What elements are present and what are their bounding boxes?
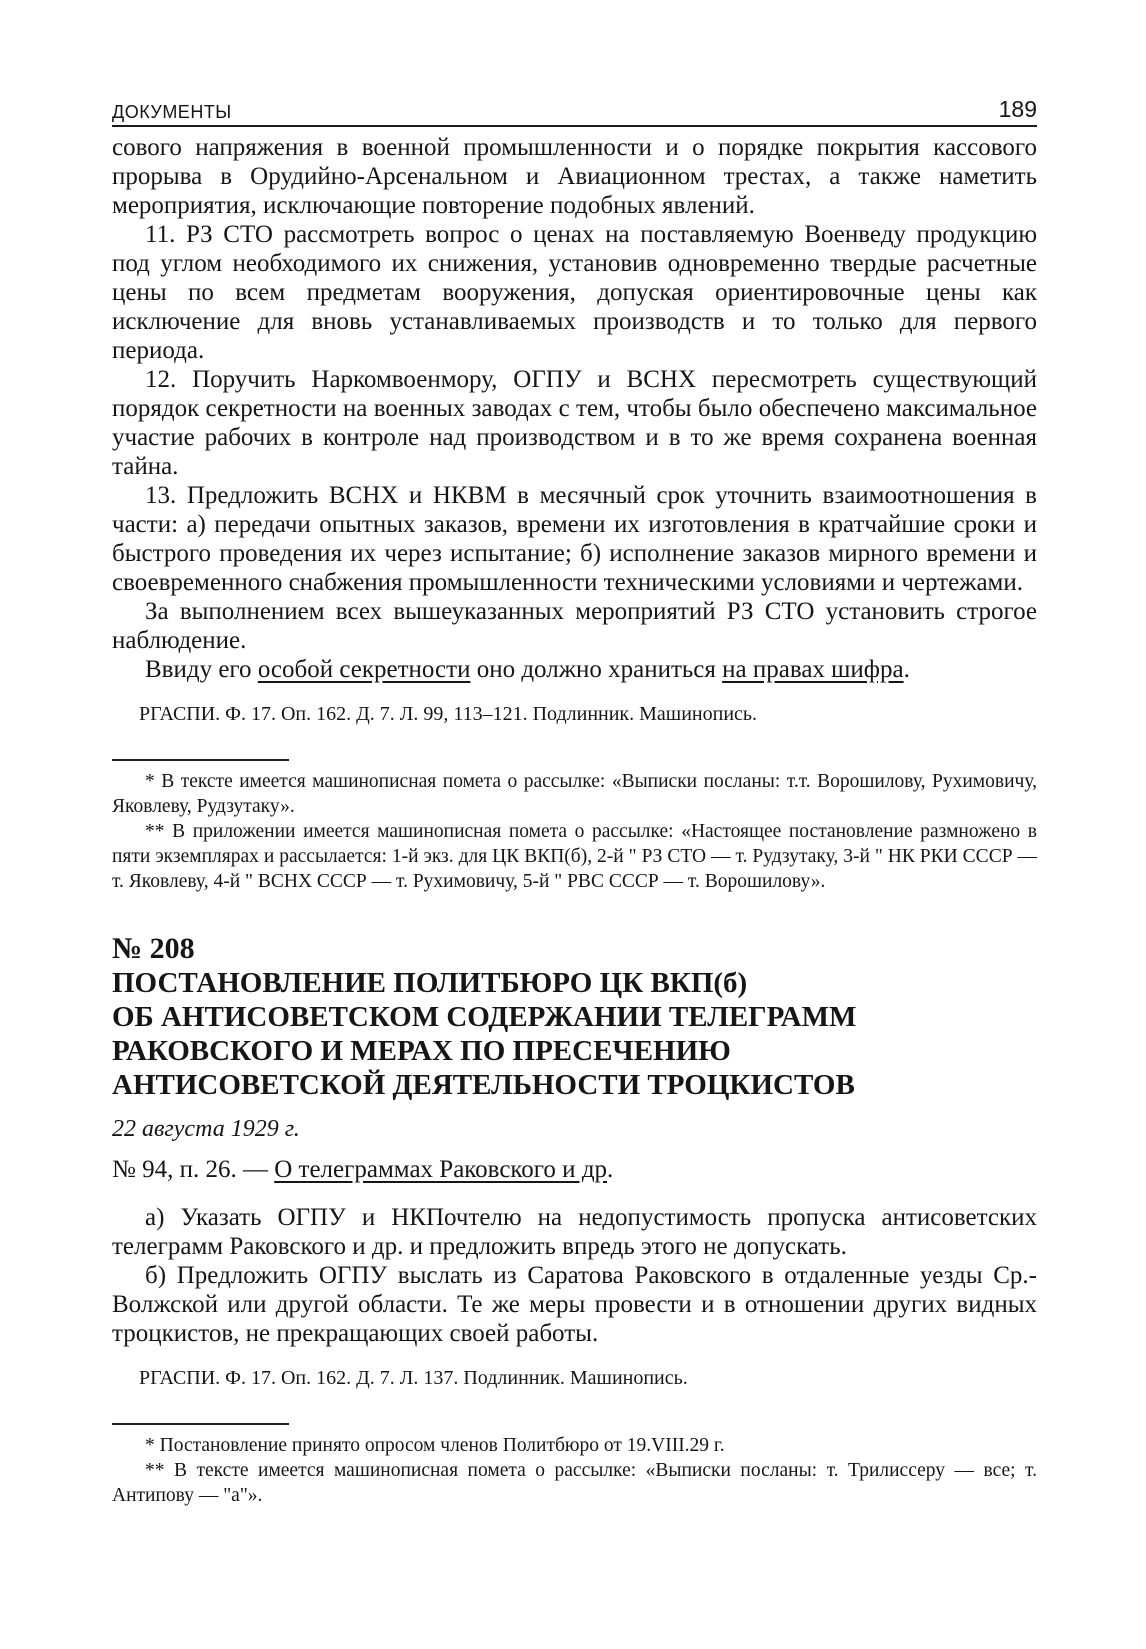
secrecy-underlined-1: особой секретности — [257, 656, 471, 683]
footnote: ** В тексте имеется машинописная помета о рассылке: «Выписки посланы: т. Трилиссеру — все; т. Антипову — "а"». — [112, 1460, 1037, 1506]
document-date: 22 августа 1929 г. — [112, 1116, 300, 1142]
footnote: ** В приложении имеется машинописная помета о рассылке: «Настоящее постановление размножено в пяти экземплярах и рассылается: 1-й экз. для ЦК ВКП(б), 2-й " РЗ СТО — т. Рудзутаку, 3-й " НК РКИ СССР — т. Яковлеву, 4-й " ВСНХ СССР — т. Рухимовичу, 5-й " РВС СССР — т. Ворошилову». — [112, 821, 1037, 892]
section-title: ДОКУМЕНТЫ — [112, 102, 232, 122]
secrecy-paragraph — [112, 655, 1037, 684]
title-line: АНТИСОВЕТСКОЙ ДЕЯТЕЛЬНОСТИ ТРОЦКИСТОВ — [112, 1069, 855, 1101]
footnote-divider-1 — [112, 759, 289, 761]
title-line: ОБ АНТИСОВЕТСКОМ СОДЕРЖАНИИ ТЕЛЕГРАММ — [112, 1001, 857, 1033]
footnote: * В тексте имеется машинописная помета о рассылке: «Выписки посланы: т.т. Ворошилову, Рухимовичу, Яковлеву, Рудзутаку». — [112, 771, 1037, 817]
protocol-reference — [112, 1155, 1037, 1185]
document-title — [112, 966, 1037, 1102]
point-a: а) Указать ОГПУ и НКПочтелю на недопустимость пропуска антисоветских телеграмм Раковского и др. и предложить впредь этого не допускать. — [112, 1204, 1037, 1260]
secrecy-underlined-2: на правах шифра — [722, 656, 904, 683]
secrecy-text-3: . — [903, 656, 910, 683]
decree-body — [112, 1203, 1037, 1348]
running-header — [112, 96, 1037, 127]
document-number: № 208 — [112, 932, 195, 965]
reference-prefix: № 94, п. 26. — — [112, 1156, 275, 1183]
reference-subject: О телеграммах Раковского и др — [274, 1156, 608, 1183]
decree-body-continued — [112, 133, 1037, 684]
footnote: * Постановление принято опросом членов Политбюро от 19.VIII.29 г. — [145, 1435, 725, 1456]
archive-source-1: РГАСПИ. Ф. 17. Оп. 162. Д. 7. Л. 99, 113–121. Подлинник. Машинопись. — [139, 703, 758, 725]
title-line: ПОСТАНОВЛЕНИЕ ПОЛИТБЮРО ЦК ВКП(б) — [112, 967, 748, 999]
page-number: 189 — [998, 96, 1037, 122]
continued-paragraph: сового напряжения в военной промышленности и о порядке покрытия кассового прорыва в Орудийно-Арсенальном и Авиационном трестах, а также наметить мероприятия, исключающие повторение подобных явлений. — [112, 134, 1037, 219]
paragraph-13: 13. Предложить ВСНХ и НКВМ в месячный срок уточнить взаимоотношения в части: а) передачи опытных заказов, времени их изготовления в кратчайшие сроки и быстрого проведения их через испытание; б) исполнение заказов мирного времени и своевременного снабжения промышленности техническими условиями и чертежами. — [112, 482, 1037, 596]
secrecy-text-1: Ввиду его — [145, 656, 258, 683]
archive-source-2: РГАСПИ. Ф. 17. Оп. 162. Д. 7. Л. 137. Подлинник. Машинопись. — [139, 1367, 688, 1389]
footnotes-1 — [112, 769, 1037, 894]
footnote-divider-2 — [112, 1423, 289, 1425]
paragraph-12: 12. Поручить Наркомвоенмору, ОГПУ и ВСНХ пересмотреть существующий порядок секретности на военных заводах с тем, чтобы было обеспечено максимальное участие рабочих в контроле над производством и в то же время сохранена военная тайна. — [112, 366, 1037, 480]
title-line: РАКОВСКОГО И МЕРАХ ПО ПРЕСЕЧЕНИЮ — [112, 1035, 731, 1067]
control-paragraph: За выполнением всех вышеуказанных мероприятий РЗ СТО установить строгое наблюдение. — [112, 598, 1037, 654]
point-b: б) Предложить ОГПУ выслать из Саратова Раковского в отдаленные уезды Ср.-Волжской или другой области. Те же меры провести и в отношении других видных троцкистов, не прекращающих своей работы. — [112, 1262, 1037, 1347]
paragraph-11: 11. РЗ СТО рассмотреть вопрос о ценах на поставляемую Военведу продукцию под углом необходимого их снижения, установив одновременно твердые расчетные цены по всем предметам вооружения, допуская ориентировочные цены как исключение для вновь устанавливаемых производств и то только для первого периода. — [112, 221, 1037, 364]
reference-suffix: . — [607, 1156, 614, 1183]
secrecy-text-2: оно должно храниться — [470, 656, 723, 683]
document-page — [112, 96, 1037, 1508]
footnotes-2 — [112, 1433, 1037, 1508]
